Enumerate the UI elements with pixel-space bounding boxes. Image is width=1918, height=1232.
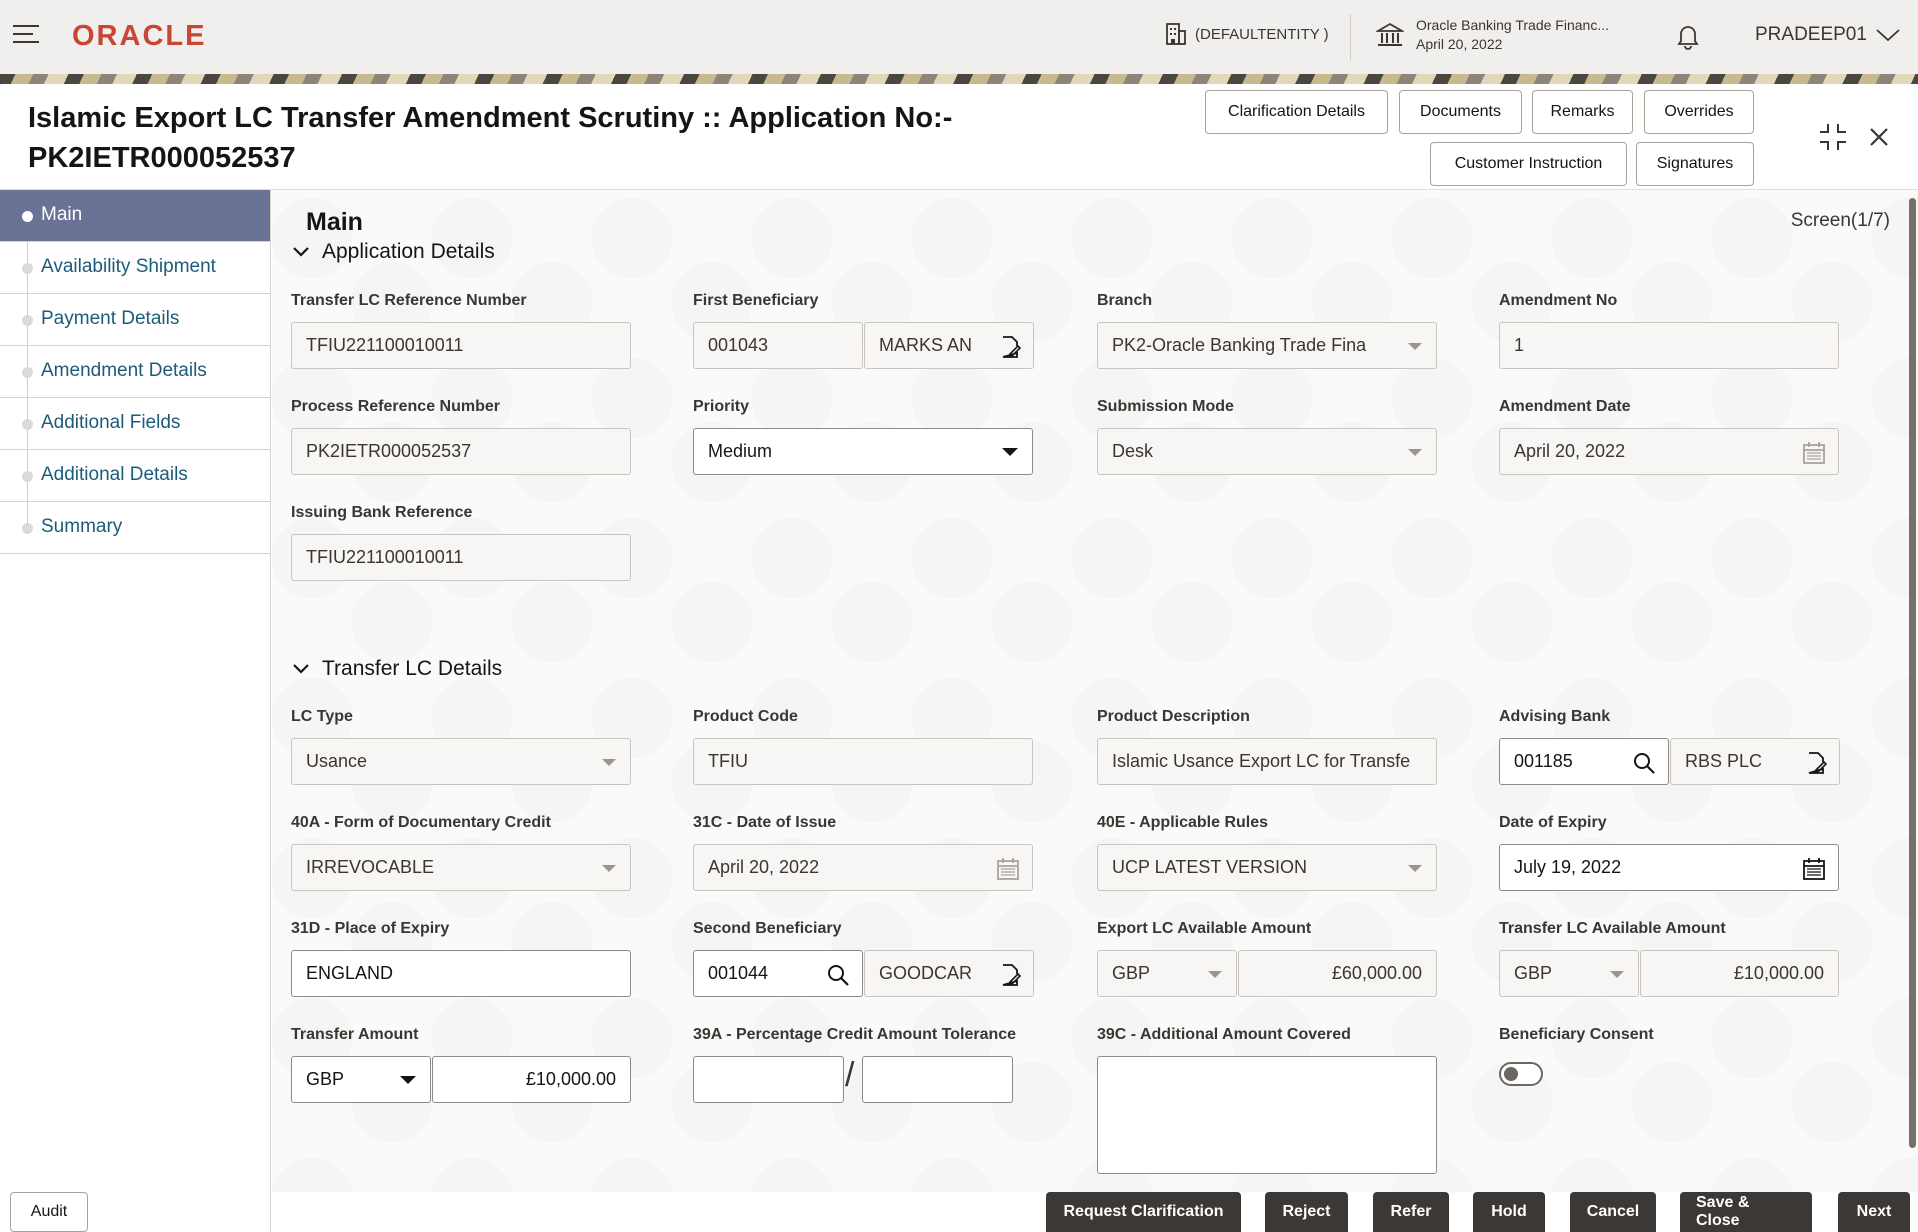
applicable-rules-select[interactable] — [1097, 844, 1437, 891]
date-of-expiry-value: July 19, 2022 — [1514, 857, 1622, 877]
sidebar-item-label: Payment Details — [41, 308, 180, 329]
sidebar-item-label: Additional Fields — [41, 412, 181, 433]
field-label: Amendment No — [1499, 292, 1618, 309]
section-title: Transfer LC Details — [322, 657, 503, 680]
main-panel — [272, 190, 1918, 1192]
refer-button[interactable]: Refer — [1373, 1192, 1449, 1232]
tolerance-minus-field[interactable] — [862, 1056, 1013, 1103]
advising-bank-name-field[interactable] — [1670, 738, 1840, 785]
field-label: Transfer LC Reference Number — [291, 292, 527, 309]
chevron-down-icon — [292, 663, 310, 675]
process-reference-field[interactable]: PK2IETR000052537 — [291, 428, 631, 475]
export-lc-currency-select[interactable] — [1097, 950, 1237, 997]
step-dot — [22, 523, 33, 534]
field-label: Product Description — [1097, 708, 1250, 725]
form-doc-credit-value: IRREVOCABLE — [306, 857, 435, 877]
branch-date: April 20, 2022 — [1416, 36, 1503, 52]
oracle-logo: ORACLE — [72, 20, 207, 52]
calendar-icon[interactable] — [1802, 857, 1826, 881]
hold-button[interactable]: Hold — [1473, 1192, 1545, 1232]
field-label: Advising Bank — [1499, 708, 1611, 725]
reject-button[interactable]: Reject — [1265, 1192, 1348, 1232]
beneficiary-consent-toggle[interactable] — [1499, 1062, 1543, 1086]
advising-bank-name: RBS PLC — [1685, 751, 1763, 771]
field-label: Branch — [1097, 292, 1153, 309]
sidebar-item-label: Availability Shipment — [41, 256, 216, 277]
sidebar-item-label: Main — [41, 204, 83, 225]
documents-button[interactable]: Documents — [1399, 90, 1522, 134]
caret-down-icon — [400, 1076, 416, 1084]
bank-icon — [1376, 22, 1404, 48]
second-beneficiary-name-field[interactable] — [864, 950, 1034, 997]
field-label: 39C - Additional Amount Covered — [1097, 1026, 1351, 1043]
sidebar-item-label: Summary — [41, 516, 123, 537]
priority-value: Medium — [708, 441, 773, 461]
field-label: Export LC Available Amount — [1097, 920, 1312, 937]
first-beneficiary-code-field[interactable]: 001043 — [693, 322, 863, 369]
signatures-button[interactable]: Signatures — [1636, 142, 1754, 186]
search-icon[interactable] — [826, 963, 850, 987]
chevron-down-icon — [1875, 28, 1901, 42]
sidebar-item-additional-details[interactable] — [0, 450, 270, 502]
date-of-issue-field[interactable] — [693, 844, 1033, 891]
field-label: Transfer LC Available Amount — [1499, 920, 1726, 937]
amendment-date-value: April 20, 2022 — [1514, 441, 1626, 461]
step-dot — [22, 471, 33, 482]
place-of-expiry-field[interactable]: ENGLAND — [291, 950, 631, 997]
edit-document-icon[interactable] — [999, 335, 1021, 359]
decorative-banner — [0, 74, 1918, 84]
applicable-rules-value: UCP LATEST VERSION — [1112, 857, 1308, 877]
advising-bank-code-field[interactable] — [1499, 738, 1669, 785]
clarification-details-button[interactable]: Clarification Details — [1205, 90, 1388, 134]
dialog-title: Islamic Export LC Transfer Amendment Scrutiny :: Application No:- PK2IETR000052537 — [28, 102, 953, 174]
field-label: Transfer Amount — [291, 1026, 419, 1043]
lc-type-select[interactable] — [291, 738, 631, 785]
submission-mode-value: Desk — [1112, 441, 1154, 461]
field-label: 31D - Place of Expiry — [291, 920, 450, 937]
export-lc-available-amount-field[interactable]: £60,000.00 — [1238, 950, 1437, 997]
additional-amount-covered-textarea[interactable] — [1097, 1056, 1437, 1174]
building-icon — [1165, 22, 1187, 46]
menu-icon[interactable] — [13, 25, 41, 47]
currency-value: GBP — [1112, 963, 1151, 983]
step-dot — [22, 419, 33, 430]
date-of-expiry-field[interactable] — [1499, 844, 1839, 891]
sidebar-item-summary[interactable] — [0, 502, 270, 554]
user-name: PRADEEP01 — [1755, 24, 1867, 45]
caret-down-icon — [1408, 865, 1422, 872]
currency-value: GBP — [306, 1069, 345, 1089]
divider — [1350, 14, 1351, 60]
lc-type-value: Usance — [306, 751, 368, 771]
overrides-button[interactable]: Overrides — [1644, 90, 1754, 134]
close-icon[interactable] — [1868, 126, 1890, 148]
page-title: Main — [306, 208, 363, 236]
transfer-lc-reference-field[interactable]: TFIU221100010011 — [291, 322, 631, 369]
caret-down-icon — [1208, 971, 1222, 978]
advising-bank-code: 001185 — [1514, 751, 1573, 771]
application-details-header[interactable] — [292, 240, 495, 264]
sidebar-item-main[interactable] — [0, 190, 270, 242]
field-label: Submission Mode — [1097, 398, 1234, 415]
collapse-icon[interactable] — [1818, 122, 1848, 152]
sidebar-item-label: Amendment Details — [41, 360, 207, 381]
audit-button[interactable]: Audit — [10, 1192, 88, 1232]
submission-mode-select[interactable] — [1097, 428, 1437, 475]
step-dot — [22, 315, 33, 326]
step-dot — [22, 211, 33, 222]
screen-indicator: Screen(1/7) — [1790, 210, 1890, 231]
scrollbar[interactable] — [1909, 198, 1916, 1148]
notification-bell-icon[interactable] — [1675, 22, 1701, 55]
calendar-icon[interactable] — [1802, 441, 1826, 465]
caret-down-icon — [602, 759, 616, 766]
field-label: Second Beneficiary — [693, 920, 842, 937]
cancel-button[interactable]: Cancel — [1570, 1192, 1656, 1232]
transfer-lc-available-amount-field[interactable]: £10,000.00 — [1640, 950, 1839, 997]
transfer-lc-details-header[interactable] — [292, 657, 502, 681]
currency-value: GBP — [1514, 963, 1553, 983]
request-clarification-button[interactable]: Request Clarification — [1046, 1192, 1241, 1232]
second-beneficiary-code-field[interactable] — [693, 950, 863, 997]
field-label: 39A - Percentage Credit Amount Tolerance — [693, 1026, 1017, 1043]
sidebar-item-payment-details[interactable] — [0, 294, 270, 346]
transfer-amount-field[interactable]: £10,000.00 — [432, 1056, 631, 1103]
second-beneficiary-code: 001044 — [708, 963, 769, 983]
chevron-down-icon — [292, 246, 310, 258]
edit-document-icon[interactable] — [1805, 751, 1827, 775]
edit-document-icon[interactable] — [999, 963, 1021, 987]
first-beneficiary-name-field[interactable] — [864, 322, 1034, 369]
search-icon[interactable] — [1632, 751, 1656, 775]
field-label: Priority — [693, 398, 750, 415]
form-of-documentary-credit-select[interactable] — [291, 844, 631, 891]
field-label: 40E - Applicable Rules — [1097, 814, 1269, 831]
user-menu[interactable] — [1755, 24, 1901, 46]
field-label: Process Reference Number — [291, 398, 500, 415]
tolerance-plus-field[interactable] — [693, 1056, 844, 1103]
amendment-no-field[interactable]: 1 — [1499, 322, 1839, 369]
caret-down-icon — [1610, 971, 1624, 978]
transfer-lc-currency-select[interactable] — [1499, 950, 1639, 997]
save-and-close-button[interactable]: Save & Close — [1680, 1192, 1812, 1232]
transfer-amount-currency-select[interactable] — [291, 1056, 431, 1103]
field-label: Amendment Date — [1499, 398, 1631, 415]
field-label: Issuing Bank Reference — [291, 504, 473, 521]
first-beneficiary-name: MARKS AN — [879, 335, 973, 355]
issuing-bank-reference-field[interactable]: TFIU221100010011 — [291, 534, 631, 581]
field-label: 31C - Date of Issue — [693, 814, 837, 831]
field-label: LC Type — [291, 708, 353, 725]
field-label: 40A - Form of Documentary Credit — [291, 814, 551, 831]
entity-label: (DEFAULTENTITY ) — [1195, 25, 1329, 43]
field-label: First Beneficiary — [693, 292, 819, 309]
section-title: Application Details — [322, 240, 495, 263]
product-code-field[interactable]: TFIU — [693, 738, 1033, 785]
sidebar-item-label: Additional Details — [41, 464, 188, 485]
priority-select[interactable] — [693, 428, 1033, 475]
field-label: Date of Expiry — [1499, 814, 1607, 831]
branch-name: Oracle Banking Trade Financ... — [1416, 17, 1609, 33]
branch-selector[interactable] — [1376, 16, 1609, 54]
field-label: Product Code — [693, 708, 798, 725]
top-bar — [0, 0, 1918, 74]
branch-value: PK2-Oracle Banking Trade Fina — [1112, 335, 1367, 355]
caret-down-icon — [1408, 449, 1422, 456]
sidebar-item-additional-fields[interactable] — [0, 398, 270, 450]
sidebar-item-amendment-details[interactable] — [0, 346, 270, 398]
scrutiny-dialog — [0, 84, 1918, 1232]
product-description-field[interactable]: Islamic Usance Export LC for Transfe — [1097, 738, 1437, 785]
next-button[interactable]: Next — [1838, 1192, 1910, 1232]
second-beneficiary-name: GOODCAR — [879, 963, 973, 983]
calendar-icon[interactable] — [996, 857, 1020, 881]
caret-down-icon — [602, 865, 616, 872]
entity-selector[interactable] — [1165, 22, 1329, 46]
sidebar — [0, 190, 271, 1232]
branch-select[interactable] — [1097, 322, 1437, 369]
caret-down-icon — [1002, 448, 1018, 456]
tolerance-separator: / — [845, 1056, 855, 1094]
field-label: Beneficiary Consent — [1499, 1026, 1654, 1043]
sidebar-item-availability-shipment[interactable] — [0, 242, 270, 294]
date-of-issue-value: April 20, 2022 — [708, 857, 820, 877]
step-dot — [22, 367, 33, 378]
step-dot — [22, 263, 33, 274]
customer-instruction-button[interactable]: Customer Instruction — [1430, 142, 1627, 186]
caret-down-icon — [1408, 343, 1422, 350]
amendment-date-field[interactable] — [1499, 428, 1839, 475]
remarks-button[interactable]: Remarks — [1532, 90, 1633, 134]
